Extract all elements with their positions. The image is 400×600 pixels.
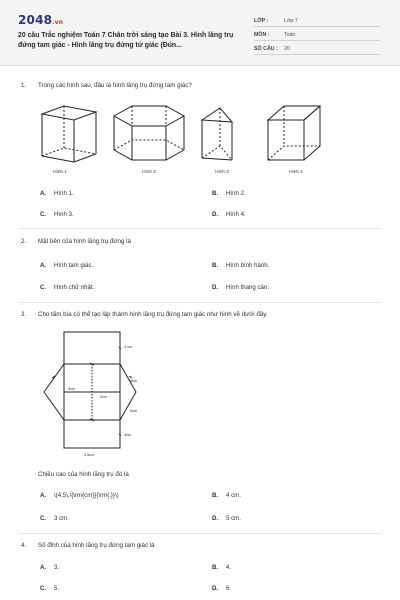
q4-option-a[interactable]	[40, 564, 59, 571]
q3-option-d[interactable]	[212, 515, 241, 522]
q2-option-a-letter: A.	[40, 262, 47, 269]
q1-option-c-text: Hình 3.	[54, 211, 74, 218]
meta-subject-label: MÔN :	[254, 32, 270, 38]
q3-option-a-text: \(4,5\,\{\rm{cm}}{\rm{.}}\)	[54, 492, 119, 499]
net-label-bottom: 3cm	[124, 433, 132, 437]
q3-option-d-text: 5 cm.	[226, 515, 241, 522]
q1-option-c-letter: C.	[40, 211, 47, 218]
q3-option-c-letter: C.	[40, 515, 47, 522]
q2-option-c-letter: C.	[40, 284, 47, 291]
q2-option-a-text: Hình tam giác.	[54, 262, 94, 269]
q1-option-a[interactable]	[40, 190, 74, 197]
logo-text: 2048	[18, 13, 53, 27]
meta-count	[254, 44, 380, 55]
prism-figure-1	[42, 106, 96, 162]
q2-option-d[interactable]	[212, 284, 269, 291]
q1-option-b-text: Hình 2.	[226, 190, 246, 197]
net-label-center: 3cm	[100, 395, 108, 399]
q1-option-d-letter: D.	[212, 211, 219, 218]
question-divider	[18, 228, 382, 229]
figure-2-label: Hình 2	[142, 169, 156, 174]
q4-option-c-text: 5.	[54, 585, 60, 592]
question-1-number: 1.	[21, 82, 27, 89]
q1-option-d-text: Hình 4.	[226, 211, 246, 218]
figure-1-label: Hình 1	[53, 169, 67, 174]
net-label-right-upper: 4cm	[130, 379, 138, 383]
q2-option-d-letter: D.	[212, 284, 219, 291]
logo-suffix: .vn	[52, 19, 64, 26]
net-label-top: 4 cm	[124, 345, 133, 349]
q1-option-a-letter: A.	[40, 190, 47, 197]
page-header	[0, 0, 400, 66]
net-label-left: 5cm	[68, 387, 76, 391]
q2-option-d-text: Hình thang cân.	[226, 284, 270, 291]
document-title: 20 câu Trắc nghiệm Toán 7 Chân trời sáng tạo Bài 3. Hình lăng trụ đứng tam giác - Hình lăng trụ đứng tứ giác (Đún...	[18, 32, 234, 49]
question-4-number: 4.	[21, 542, 27, 549]
q4-option-c-letter: C.	[40, 585, 47, 592]
question-divider	[18, 533, 382, 534]
q4-option-d-letter: D.	[212, 585, 219, 592]
q4-option-a-text: 3.	[54, 564, 60, 571]
question-1-text: Trong các hình sau, đâu là hình lăng trụ đứng tam giác?	[38, 82, 192, 89]
q3-option-b-text: 4 cm.	[226, 492, 241, 499]
meta-class-label: LỚP :	[254, 18, 269, 24]
q4-option-d-text: 6.	[226, 585, 232, 592]
question-divider	[18, 302, 382, 303]
meta-class-value: Lớp 7	[284, 18, 298, 24]
question-2-text: Mặt bên của hình lăng trụ đứng là	[38, 238, 131, 245]
q3-option-a-letter: A.	[40, 492, 47, 499]
prism-figure-4	[268, 106, 320, 160]
q2-option-b-text: Hình bình hành.	[226, 262, 270, 269]
net-label-width: 4,5cm	[84, 453, 95, 457]
meta-count-value: 20	[284, 46, 290, 52]
question-3-subtext: Chiều cao của hình lăng trụ đó là	[38, 471, 129, 478]
q2-option-c-text: Hình chữ nhật.	[54, 284, 95, 291]
question-3-number: 3.	[21, 311, 27, 318]
net-label-right-lower: 5cm	[130, 409, 138, 413]
q4-option-c[interactable]	[40, 585, 59, 592]
q1-option-b-letter: B.	[212, 190, 219, 197]
q4-option-b-letter: B.	[212, 564, 219, 571]
prism-figure-2	[114, 106, 184, 160]
q2-option-a[interactable]	[40, 262, 93, 269]
q4-option-b[interactable]	[212, 564, 231, 571]
q1-option-d[interactable]	[212, 211, 246, 218]
q1-option-b[interactable]	[212, 190, 246, 197]
meta-subject	[254, 30, 380, 41]
q3-option-c[interactable]	[40, 515, 69, 522]
meta-count-label: SỐ CÂU :	[254, 46, 278, 52]
q4-option-a-letter: A.	[40, 564, 47, 571]
q1-option-c[interactable]	[40, 211, 74, 218]
q3-option-b[interactable]	[212, 492, 241, 499]
q3-option-a[interactable]	[40, 492, 119, 499]
q2-option-b[interactable]	[212, 262, 269, 269]
figure-3-label: Hình 3	[215, 169, 229, 174]
q3-option-d-letter: D.	[212, 515, 219, 522]
question-3-text: Cho tấm bìa có thể tạo lập thành hình lăng trụ đứng tam giác như hình vẽ dưới đây.	[38, 311, 268, 318]
q4-option-b-text: 4.	[226, 564, 232, 571]
site-logo[interactable]	[18, 13, 63, 27]
q2-option-b-letter: B.	[212, 262, 219, 269]
q4-option-d[interactable]	[212, 585, 231, 592]
q3-option-c-text: 3 cm.	[54, 515, 69, 522]
q2-option-c[interactable]	[40, 284, 94, 291]
meta-class	[254, 16, 380, 27]
question-4-text: Số đỉnh của hình lăng trụ đứng tam giác là	[38, 542, 155, 549]
q1-option-a-text: Hình 1.	[54, 190, 74, 197]
question-3-net-figure	[36, 326, 166, 460]
q3-option-b-letter: B.	[212, 492, 219, 499]
question-2-number: 2.	[21, 238, 27, 245]
meta-subject-value: Toán	[284, 32, 296, 38]
prism-figure-3	[202, 108, 232, 160]
figure-4-label: Hình 4	[289, 169, 303, 174]
question-1-figure	[30, 100, 330, 176]
